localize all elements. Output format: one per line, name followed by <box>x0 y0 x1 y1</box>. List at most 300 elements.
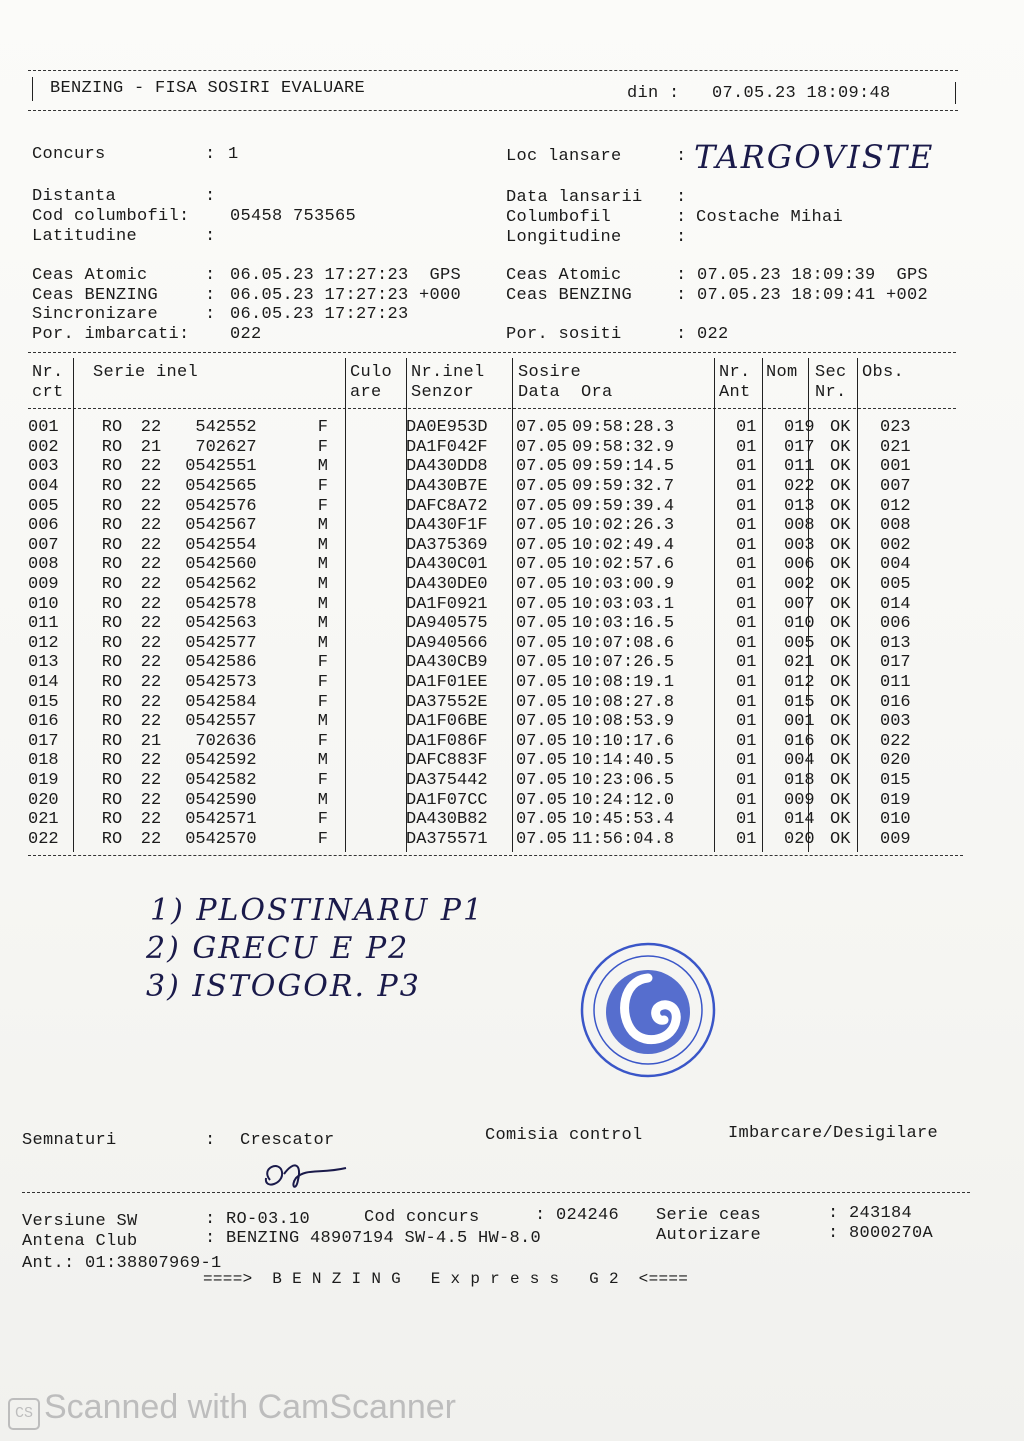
colon: : <box>676 325 687 344</box>
antena-value: : BENZING 48907194 SW-4.5 HW-8.0 <box>205 1229 542 1248</box>
cell-nr: 017 <box>28 731 59 751</box>
cell-sex: F <box>317 829 328 849</box>
cell-nom: 011 <box>784 457 815 477</box>
cell-color <box>336 418 400 438</box>
cell-sex: M <box>317 712 328 732</box>
cell-ant: 01 <box>736 712 757 732</box>
cell-color <box>336 555 400 575</box>
cell-ring: 0542576 <box>175 496 257 516</box>
cell-date: 07.05 <box>516 477 568 497</box>
cell-color <box>336 771 400 791</box>
cell-color <box>336 614 400 634</box>
club-stamp <box>578 940 718 1080</box>
col-header-nrinel: Nr.inel <box>411 363 485 382</box>
cell-country: RO <box>101 731 123 751</box>
cell-sec: OK <box>830 418 851 438</box>
cell-color <box>336 829 400 849</box>
cell-nr: 007 <box>28 535 59 555</box>
cell-sensor: DA430C01 <box>406 555 488 575</box>
cell-obs: 015 <box>880 770 911 790</box>
cell-sensor: DAFC8A72 <box>406 496 488 516</box>
cell-sex: F <box>317 731 328 751</box>
cell-color <box>336 751 400 771</box>
cell-ant: 01 <box>736 829 757 849</box>
cell-country: RO <box>101 477 123 497</box>
cell-sec: OK <box>830 575 851 595</box>
cell-sex: M <box>317 614 328 634</box>
loc-lansare-label: Loc lansare <box>506 147 622 166</box>
cell-date: 07.05 <box>516 633 568 653</box>
table-row <box>28 790 930 810</box>
cell-year: 22 <box>140 712 162 732</box>
cell-nom: 013 <box>784 496 815 516</box>
cell-date: 07.05 <box>516 555 568 575</box>
cell-nom: 014 <box>784 810 815 830</box>
cell-ant: 01 <box>736 770 757 790</box>
cell-sex: M <box>317 575 328 595</box>
table-row <box>28 829 930 849</box>
cell-time: 10:03:03.1 <box>572 594 675 614</box>
cell-country: RO <box>101 418 123 438</box>
cell-country: RO <box>101 829 123 849</box>
cell-ant: 01 <box>736 692 757 712</box>
benzing-express-banner: ====> B E N Z I N G E x p r e s s G 2 <==== <box>203 1270 689 1288</box>
cell-ant: 01 <box>736 614 757 634</box>
cell-ring: 0542562 <box>175 575 257 595</box>
cell-sensor: DA940566 <box>406 633 488 653</box>
cell-year: 21 <box>140 731 162 751</box>
cell-nom: 017 <box>784 437 815 457</box>
cell-ring: 0542565 <box>175 477 257 497</box>
col-header-nr: Nr. <box>32 363 64 382</box>
cell-nr: 013 <box>28 653 59 673</box>
cell-nom: 022 <box>784 477 815 497</box>
ant-line: Ant.: 01:38807969-1 <box>22 1254 222 1273</box>
cell-obs: 007 <box>880 477 911 497</box>
cell-sec: OK <box>830 496 851 516</box>
cell-sensor: DA0E953D <box>406 418 488 438</box>
cell-year: 22 <box>140 418 162 438</box>
cell-country: RO <box>101 633 123 653</box>
cell-color <box>336 673 400 693</box>
cell-sex: F <box>317 418 328 438</box>
cell-ant: 01 <box>736 653 757 673</box>
camscanner-watermark: Scanned with CamScanner <box>44 1388 457 1426</box>
cell-sec: OK <box>830 790 851 810</box>
cell-date: 07.05 <box>516 496 568 516</box>
imbarcare-label: Imbarcare/Desigilare <box>728 1124 939 1143</box>
cell-ant: 01 <box>736 731 757 751</box>
cell-country: RO <box>101 712 123 732</box>
cell-obs: 003 <box>880 712 911 732</box>
cell-sec: OK <box>830 437 851 457</box>
comisia-control-label: Comisia control <box>485 1126 643 1145</box>
cell-sex: M <box>317 457 328 477</box>
cell-time: 10:45:53.4 <box>572 810 675 830</box>
latitudine-label: Latitudine <box>32 227 138 246</box>
cell-nom: 007 <box>784 594 815 614</box>
cell-sec: OK <box>830 457 851 477</box>
distanta-label: Distanta <box>32 187 117 206</box>
cell-ring: 0542560 <box>175 555 257 575</box>
cell-date: 07.05 <box>516 614 568 634</box>
cell-sex: M <box>317 751 328 771</box>
cell-nom: 021 <box>784 653 815 673</box>
cell-year: 22 <box>140 516 162 536</box>
cell-year: 22 <box>140 496 162 516</box>
cell-time: 09:58:32.9 <box>572 437 675 457</box>
cell-ring: 0542582 <box>175 770 257 790</box>
cell-sex: M <box>317 790 328 810</box>
table-row <box>28 634 930 654</box>
cell-ant: 01 <box>736 516 757 536</box>
table-row <box>28 771 930 791</box>
cell-country: RO <box>101 614 123 634</box>
ceas-atomic-end-label: Ceas Atomic <box>506 266 622 285</box>
cell-nr: 020 <box>28 790 59 810</box>
columbofil-label: Columbofil <box>506 208 612 227</box>
cell-nom: 012 <box>784 673 815 693</box>
cell-obs: 009 <box>880 829 911 849</box>
cell-sec: OK <box>830 477 851 497</box>
signatures-label: Semnaturi <box>22 1131 117 1150</box>
cell-date: 07.05 <box>516 790 568 810</box>
cell-nom: 006 <box>784 555 815 575</box>
cell-ring: 0542586 <box>175 653 257 673</box>
cell-country: RO <box>101 457 123 477</box>
cell-color <box>336 634 400 654</box>
cell-color <box>336 594 400 614</box>
table-row <box>28 673 930 693</box>
cell-ring: 0542554 <box>175 535 257 555</box>
cell-date: 07.05 <box>516 829 568 849</box>
cell-sensor: DA430B82 <box>406 810 488 830</box>
table-bottom-rule <box>28 855 963 856</box>
cell-obs: 020 <box>880 751 911 771</box>
cell-nr: 002 <box>28 437 59 457</box>
cell-date: 07.05 <box>516 731 568 751</box>
por-sositi-value: 022 <box>697 325 729 344</box>
cell-ring: 0542563 <box>175 614 257 634</box>
cell-obs: 005 <box>880 575 911 595</box>
cell-year: 22 <box>140 614 162 634</box>
cell-nom: 009 <box>784 790 815 810</box>
cell-color <box>336 457 400 477</box>
cell-obs: 006 <box>880 614 911 634</box>
table-row <box>28 751 930 771</box>
handwritten-line-3: 3) ISTOGOR. P3 <box>146 969 421 1004</box>
header-top-rule <box>28 70 958 71</box>
cell-nr: 006 <box>28 516 59 536</box>
cell-date: 07.05 <box>516 418 568 438</box>
cell-sensor: DA1F07CC <box>406 790 488 810</box>
columbofil-colon: : <box>676 208 687 227</box>
table-row <box>28 594 930 614</box>
cell-obs: 013 <box>880 633 911 653</box>
cell-sensor: DA375369 <box>406 535 488 555</box>
concurs-label: Concurs <box>32 145 106 164</box>
table-row <box>28 516 930 536</box>
cell-obs: 001 <box>880 457 911 477</box>
cell-year: 22 <box>140 575 162 595</box>
table-row <box>28 555 930 575</box>
cod-concurs-value: : 024246 <box>535 1206 620 1225</box>
table-top-rule <box>28 352 956 353</box>
cell-nom: 016 <box>784 731 815 751</box>
cell-time: 10:08:19.1 <box>572 673 675 693</box>
cell-country: RO <box>101 575 123 595</box>
cell-ant: 01 <box>736 575 757 595</box>
cell-nr: 004 <box>28 477 59 497</box>
cell-sec: OK <box>830 692 851 712</box>
por-sositi-label: Por. sositi <box>506 325 622 344</box>
col-header-crt: crt <box>32 383 64 402</box>
cell-ant: 01 <box>736 594 757 614</box>
cell-ant: 01 <box>736 477 757 497</box>
cell-time: 10:14:40.5 <box>572 751 675 771</box>
cell-sec: OK <box>830 829 851 849</box>
col-header-secnr: Nr. <box>815 383 847 402</box>
table-row <box>28 810 930 830</box>
cell-ring: 0542590 <box>175 790 257 810</box>
cell-year: 22 <box>140 770 162 790</box>
table-header-rule <box>28 408 956 409</box>
cell-country: RO <box>101 692 123 712</box>
loc-lansare-handwritten: TARGOVISTE <box>694 138 935 176</box>
cell-color <box>336 712 400 732</box>
cell-sec: OK <box>830 712 851 732</box>
cell-sensor: DA430DE0 <box>406 575 488 595</box>
cell-sec: OK <box>830 633 851 653</box>
cell-ring: 0542571 <box>175 810 257 830</box>
cell-sensor: DA430B7E <box>406 477 488 497</box>
cod-columbofil-value: 05458 753565 <box>230 207 357 226</box>
cell-time: 10:10:17.6 <box>572 731 675 751</box>
cell-sec: OK <box>830 594 851 614</box>
cell-date: 07.05 <box>516 770 568 790</box>
cell-sex: F <box>317 496 328 516</box>
cell-nr: 014 <box>28 673 59 693</box>
cell-obs: 004 <box>880 555 911 575</box>
cell-date: 07.05 <box>516 673 568 693</box>
cell-year: 22 <box>140 790 162 810</box>
cell-sensor: DA37552E <box>406 692 488 712</box>
cell-year: 21 <box>140 437 162 457</box>
cell-country: RO <box>101 751 123 771</box>
cell-time: 09:58:28.3 <box>572 418 675 438</box>
cell-nom: 005 <box>784 633 815 653</box>
cell-year: 22 <box>140 653 162 673</box>
cell-ant: 01 <box>736 810 757 830</box>
cell-ring: 0542592 <box>175 751 257 771</box>
cell-nr: 019 <box>28 770 59 790</box>
cell-sensor: DA375571 <box>406 829 488 849</box>
cell-color <box>336 810 400 830</box>
cell-sensor: DA940575 <box>406 614 488 634</box>
ceas-benzing-end-value: 07.05.23 18:09:41 +002 <box>697 286 929 305</box>
ceas-benzing-start-value: 06.05.23 17:27:23 +000 <box>230 286 462 305</box>
cell-sex: F <box>317 437 328 457</box>
cell-sec: OK <box>830 516 851 536</box>
cell-ring: 542552 <box>175 418 257 438</box>
cell-sensor: DA1F0921 <box>406 594 488 614</box>
cell-year: 22 <box>140 692 162 712</box>
serie-ceas-label: Serie ceas <box>656 1206 762 1225</box>
cell-ring: 0542570 <box>175 829 257 849</box>
camscanner-logo-icon: CS <box>8 1398 40 1430</box>
ceas-benzing-end-label: Ceas BENZING <box>506 286 633 305</box>
cell-sensor: DA430F1F <box>406 516 488 536</box>
cell-year: 22 <box>140 594 162 614</box>
ceas-atomic-end-value: 07.05.23 18:09:39 GPS <box>697 266 929 285</box>
cell-nom: 001 <box>784 712 815 732</box>
table-row <box>28 575 930 595</box>
cell-obs: 022 <box>880 731 911 751</box>
col-header-ant: Ant <box>719 383 751 402</box>
cell-time: 10:07:26.5 <box>572 653 675 673</box>
cell-color <box>336 692 400 712</box>
cell-date: 07.05 <box>516 712 568 732</box>
antena-label: Antena Club <box>22 1232 138 1251</box>
cell-time: 10:02:49.4 <box>572 535 675 555</box>
cell-date: 07.05 <box>516 594 568 614</box>
cell-obs: 019 <box>880 790 911 810</box>
cell-year: 22 <box>140 829 162 849</box>
cell-nom: 002 <box>784 575 815 595</box>
cell-ant: 01 <box>736 496 757 516</box>
cell-country: RO <box>101 673 123 693</box>
cell-sensor: DA1F086F <box>406 731 488 751</box>
cell-sec: OK <box>830 555 851 575</box>
cell-date: 07.05 <box>516 535 568 555</box>
cell-date: 07.05 <box>516 653 568 673</box>
cell-country: RO <box>101 496 123 516</box>
colon: : <box>676 286 687 305</box>
cell-year: 22 <box>140 633 162 653</box>
cell-sec: OK <box>830 614 851 634</box>
cell-nr: 015 <box>28 692 59 712</box>
cell-sensor: DA430CB9 <box>406 653 488 673</box>
cell-time: 10:03:00.9 <box>572 575 675 595</box>
concurs-value: 1 <box>228 145 239 164</box>
cell-date: 07.05 <box>516 751 568 771</box>
cell-sensor: DA1F06BE <box>406 712 488 732</box>
cell-year: 22 <box>140 555 162 575</box>
col-header-dataora: Data Ora <box>518 383 613 402</box>
latitudine-colon: : <box>205 227 216 246</box>
cell-obs: 014 <box>880 594 911 614</box>
cell-nr: 022 <box>28 829 59 849</box>
cell-sensor: DAFC883F <box>406 751 488 771</box>
distanta-colon: : <box>205 187 216 206</box>
report-date-label: din : <box>627 84 680 103</box>
cell-obs: 011 <box>880 673 911 693</box>
cell-ring: 702636 <box>175 731 257 751</box>
cell-nr: 018 <box>28 751 59 771</box>
ceas-atomic-start-value: 06.05.23 17:27:23 GPS <box>230 266 462 285</box>
cell-nom: 008 <box>784 516 815 536</box>
concurs-colon: : <box>205 145 216 164</box>
col-header-senzor: Senzor <box>411 383 475 402</box>
table-row <box>28 712 930 732</box>
cell-country: RO <box>101 653 123 673</box>
cell-ant: 01 <box>736 418 757 438</box>
cell-nr: 003 <box>28 457 59 477</box>
cell-time: 10:02:57.6 <box>572 555 675 575</box>
col-header-are: are <box>350 383 382 402</box>
cell-date: 07.05 <box>516 516 568 536</box>
versiune-value: : RO-03.10 <box>205 1210 311 1229</box>
signatures-colon: : <box>205 1131 216 1150</box>
cell-sex: M <box>317 633 328 653</box>
sincronizare-label: Sincronizare <box>32 305 159 324</box>
cell-year: 22 <box>140 457 162 477</box>
cell-sex: M <box>317 516 328 536</box>
cell-country: RO <box>101 594 123 614</box>
cell-sex: M <box>317 535 328 555</box>
cell-year: 22 <box>140 477 162 497</box>
col-header-nrant: Nr. <box>719 363 751 382</box>
cell-date: 07.05 <box>516 437 568 457</box>
cell-nom: 019 <box>784 418 815 438</box>
table-row <box>28 614 930 634</box>
longitudine-colon: : <box>676 228 687 247</box>
cell-nr: 005 <box>28 496 59 516</box>
col-header-culo: Culo <box>350 363 393 382</box>
cell-time: 10:08:53.9 <box>572 712 675 732</box>
serie-ceas-value: : 243184 <box>828 1204 913 1223</box>
cell-ant: 01 <box>736 457 757 477</box>
cell-nr: 011 <box>28 614 59 634</box>
cell-ring: 0542557 <box>175 712 257 732</box>
col-header-sec: Sec <box>815 363 847 382</box>
header-right-bar <box>955 82 956 104</box>
cell-obs: 010 <box>880 810 911 830</box>
col-header-obs: Obs. <box>862 363 905 382</box>
cell-ant: 01 <box>736 535 757 555</box>
cell-ant: 01 <box>736 555 757 575</box>
handwritten-line-2: 2) GRECU E P2 <box>146 931 410 966</box>
autorizare-label: Autorizare <box>656 1226 762 1245</box>
cell-nr: 001 <box>28 418 59 438</box>
cell-time: 10:23:06.5 <box>572 770 675 790</box>
cell-sex: F <box>317 770 328 790</box>
ceas-benzing-start-label: Ceas BENZING <box>32 286 159 305</box>
cell-nom: 018 <box>784 770 815 790</box>
footer-rule <box>22 1192 970 1193</box>
cell-nom: 010 <box>784 614 815 634</box>
cell-color <box>336 477 400 497</box>
cell-nom: 015 <box>784 692 815 712</box>
sincronizare-value: 06.05.23 17:27:23 <box>230 305 409 324</box>
cell-color <box>336 536 400 556</box>
cell-sensor: DA1F01EE <box>406 673 488 693</box>
cell-color <box>336 496 400 516</box>
cell-time: 10:08:27.8 <box>572 692 675 712</box>
cell-nom: 003 <box>784 535 815 555</box>
data-lansarii-label: Data lansarii <box>506 188 643 207</box>
cell-country: RO <box>101 516 123 536</box>
report-date-value: 07.05.23 18:09:48 <box>712 84 891 103</box>
cell-nr: 008 <box>28 555 59 575</box>
cell-sex: F <box>317 477 328 497</box>
cell-ant: 01 <box>736 633 757 653</box>
cell-sensor: DA1F042F <box>406 437 488 457</box>
cell-time: 10:07:08.6 <box>572 633 675 653</box>
cell-ring: 0542551 <box>175 457 257 477</box>
table-row <box>28 653 930 673</box>
cell-color <box>336 653 400 673</box>
